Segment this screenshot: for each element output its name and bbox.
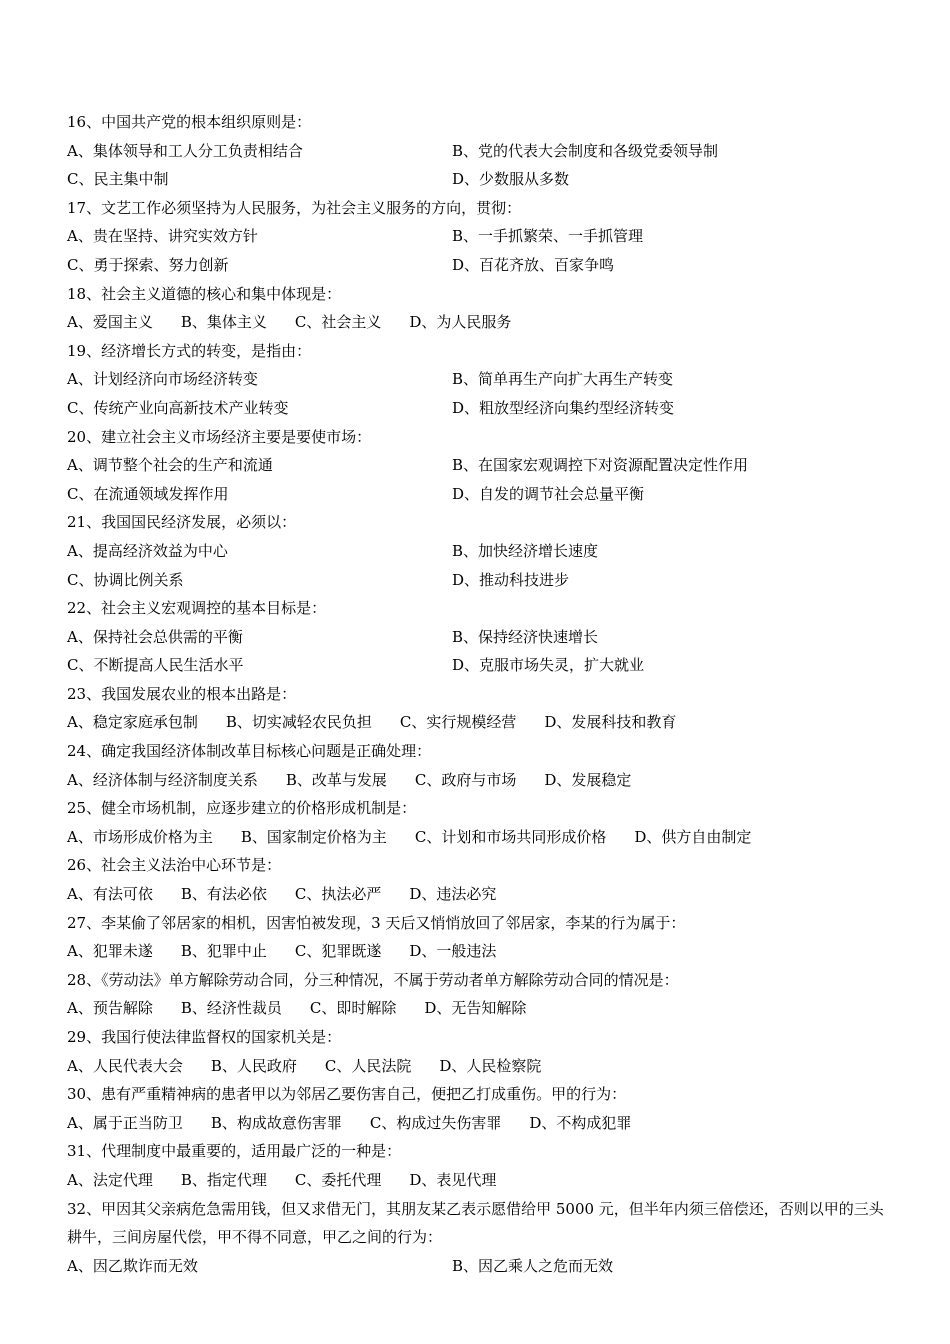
answer-option: A、法定代理 xyxy=(67,1170,153,1189)
answer-option: A、提高经济效益为中心 xyxy=(67,541,228,560)
answer-option: D、推动科技进步 xyxy=(452,570,570,589)
answer-option: A、贵在坚持、讲究实效方针 xyxy=(67,227,258,246)
answer-option: B、改革与发展 xyxy=(285,770,387,789)
answer-option: A、犯罪未遂 xyxy=(67,942,153,961)
answer-option: B、有法必依 xyxy=(180,885,267,904)
answer-option: B、指定代理 xyxy=(180,1170,267,1189)
answer-option: C、即时解除 xyxy=(309,999,397,1018)
question-text: 16、中国共产党的根本组织原则是： xyxy=(67,113,312,131)
answer-option: C、协调比例关系 xyxy=(67,570,184,589)
answer-option: B、国家制定价格为主 xyxy=(240,827,387,846)
answer-option: D、供方自由制定 xyxy=(634,827,752,846)
answer-option: A、经济体制与经济制度关系 xyxy=(67,770,258,789)
option-row xyxy=(67,651,910,680)
answer-option: A、爱国主义 xyxy=(67,313,153,332)
answer-option: A、稳定家庭承包制 xyxy=(67,713,198,732)
answer-option: D、违法必究 xyxy=(409,885,497,904)
answer-option: B、在国家宏观调控下对资源配置决定性作用 xyxy=(452,456,749,475)
answer-option: C、政府与市场 xyxy=(414,770,517,789)
question-text: 29、我国行使法律监督权的国家机关是： xyxy=(67,1028,342,1046)
option-row xyxy=(67,823,910,852)
option-row xyxy=(67,222,910,251)
option-row xyxy=(67,880,910,909)
option-row xyxy=(67,994,910,1023)
answer-option: C、传统产业向高新技术产业转变 xyxy=(67,398,289,417)
question-text: 27、李某偷了邻居家的相机，因害怕被发现，3 天后又悄悄放回了邻居家，李某的行为属于： xyxy=(67,913,686,932)
answer-option: C、计划和市场共同形成价格 xyxy=(414,827,607,846)
answer-option: C、执法必严 xyxy=(294,885,382,904)
answer-option: B、切实减轻农民负担 xyxy=(225,713,372,732)
question-text: 24、确定我国经济体制改革目标核心问题是正确处理： xyxy=(67,742,432,761)
answer-option: D、不构成犯罪 xyxy=(529,1113,632,1132)
answer-option: C、实行规模经营 xyxy=(399,713,517,732)
answer-option: A、预告解除 xyxy=(67,999,153,1018)
answer-option: A、有法可依 xyxy=(67,885,153,904)
answer-option: A、调节整个社会的生产和流通 xyxy=(67,456,273,475)
option-row xyxy=(67,137,910,166)
answer-option: D、克服市场失灵，扩大就业 xyxy=(452,656,645,675)
answer-option: A、属于正当防卫 xyxy=(67,1113,183,1132)
answer-option: A、人民代表大会 xyxy=(67,1056,183,1075)
answer-option: C、犯罪既遂 xyxy=(294,942,382,961)
option-row xyxy=(67,365,910,394)
answer-option: D、发展科技和教育 xyxy=(544,713,677,732)
answer-option: B、因乙乘人之危而无效 xyxy=(452,1256,614,1275)
answer-option: B、加快经济增长速度 xyxy=(452,541,599,560)
question-text: 25、健全市场机制，应逐步建立的价格形成机制是： xyxy=(67,799,417,818)
answer-option: D、人民检察院 xyxy=(439,1056,542,1075)
option-row xyxy=(67,1052,910,1081)
answer-option: C、不断提高人民生活水平 xyxy=(67,656,244,675)
question-text: 18、社会主义道德的核心和集中体现是： xyxy=(67,284,342,303)
option-row xyxy=(67,566,910,595)
option-row xyxy=(67,480,910,509)
option-row xyxy=(67,251,910,280)
option-row xyxy=(67,708,910,737)
answer-option: D、一般违法 xyxy=(409,942,497,961)
answer-option: A、保持社会总供需的平衡 xyxy=(67,627,243,646)
question-text: 22、社会主义宏观调控的基本目标是： xyxy=(67,599,327,618)
option-row xyxy=(67,937,910,966)
question-text: 30、患有严重精神病的患者甲以为邻居乙要伤害自己，便把乙打成重伤。甲的行为： xyxy=(67,1085,627,1104)
question-text: 20、建立社会主义市场经济主要是要使市场： xyxy=(67,427,372,446)
answer-option: C、在流通领域发挥作用 xyxy=(67,484,229,503)
question-text: 32、甲因其父亲病危急需用钱，但又求借无门，其朋友某乙表示愿借给甲 5000 元，但半年内须三倍偿还，否则以甲的三头耕牛，三间房屋代偿，甲不得不同意，甲乙之间的行为： xyxy=(67,1199,884,1247)
answer-option: A、市场形成价格为主 xyxy=(67,827,213,846)
answer-option: D、表见代理 xyxy=(409,1170,497,1189)
answer-option: A、因乙欺诈而无效 xyxy=(67,1256,198,1275)
option-row xyxy=(67,1109,910,1138)
option-row xyxy=(67,1252,910,1281)
question-text: 19、经济增长方式的转变，是指由： xyxy=(67,341,312,360)
option-row xyxy=(67,623,910,652)
answer-option: B、人民政府 xyxy=(210,1056,297,1075)
option-row xyxy=(67,537,910,566)
answer-option: D、粗放型经济向集约型经济转变 xyxy=(452,398,675,417)
option-row xyxy=(67,1166,910,1195)
answer-option: C、人民法院 xyxy=(324,1056,412,1075)
answer-option: B、集体主义 xyxy=(180,313,267,332)
answer-option: B、简单再生产向扩大再生产转变 xyxy=(452,370,674,389)
answer-option: D、少数服从多数 xyxy=(452,170,570,189)
answer-option: B、经济性裁员 xyxy=(180,999,282,1018)
answer-option: B、一手抓繁荣、一手抓管理 xyxy=(452,227,644,246)
answer-option: C、委托代理 xyxy=(294,1170,382,1189)
option-row xyxy=(67,308,910,337)
option-row xyxy=(67,451,910,480)
question-text: 26、社会主义法治中心环节是： xyxy=(67,856,282,875)
answer-option: B、党的代表大会制度和各级党委领导制 xyxy=(452,141,719,160)
option-row xyxy=(67,766,910,795)
answer-option: D、无告知解除 xyxy=(424,999,527,1018)
question-text: 17、文艺工作必须坚持为人民服务，为社会主义服务的方向，贯彻： xyxy=(67,198,522,217)
answer-option: D、自发的调节社会总量平衡 xyxy=(452,484,645,503)
answer-option: D、发展稳定 xyxy=(544,770,632,789)
answer-option: C、社会主义 xyxy=(294,313,382,332)
question-text: 23、我国发展农业的根本出路是： xyxy=(67,684,297,703)
answer-option: C、构成过失伤害罪 xyxy=(369,1113,502,1132)
answer-option: A、计划经济向市场经济转变 xyxy=(67,370,258,389)
question-text: 31、代理制度中最重要的，适用最广泛的一种是： xyxy=(67,1142,402,1161)
answer-option: D、百花齐放、百家争鸣 xyxy=(452,255,615,274)
question-text: 28、《劳动法》单方解除劳动合同，分三种情况，不属于劳动者单方解除劳动合同的情况是： xyxy=(67,970,679,989)
option-row xyxy=(67,394,910,423)
option-row xyxy=(67,165,910,194)
answer-option: B、构成故意伤害罪 xyxy=(210,1113,342,1132)
answer-option: A、集体领导和工人分工负责相结合 xyxy=(67,141,303,160)
answer-option: D、为人民服务 xyxy=(409,313,512,332)
question-text: 21、我国国民经济发展，必须以： xyxy=(67,513,297,532)
answer-option: C、民主集中制 xyxy=(67,170,169,189)
answer-option: C、勇于探索、努力创新 xyxy=(67,255,229,274)
answer-option: B、保持经济快速增长 xyxy=(452,627,599,646)
answer-option: B、犯罪中止 xyxy=(180,942,267,961)
